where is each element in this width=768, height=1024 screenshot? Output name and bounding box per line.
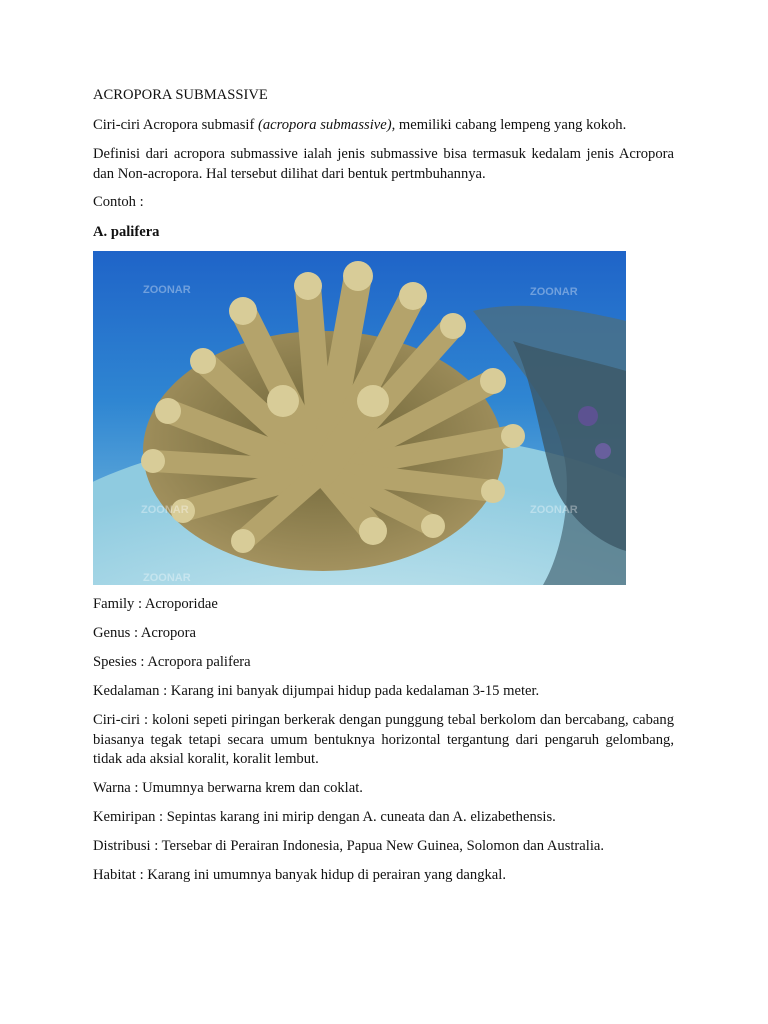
ciri-intro-paragraph xyxy=(93,116,674,136)
watermark-text: ZOONAR xyxy=(530,504,578,516)
detail-family: Family : Acroporidae xyxy=(93,596,218,612)
detail-kedalaman: Kedalaman : Karang ini banyak dijumpai hidup pada kedalaman 3-15 meter. xyxy=(93,683,540,699)
detail-genus: Genus : Acropora xyxy=(93,625,196,641)
watermark-text: ZOONAR xyxy=(143,572,191,584)
watermark-text: ZOONAR xyxy=(143,284,191,296)
detail-habitat: Habitat : Karang ini umumnya banyak hidup di perairan yang dangkal. xyxy=(93,867,506,883)
document-heading: ACROPORA SUBMASSIVE xyxy=(93,87,268,103)
watermark-text: ZOONAR xyxy=(141,504,189,516)
species-details xyxy=(93,595,674,886)
ciri-intro-prefix: Ciri-ciri Acropora submasif xyxy=(93,116,258,133)
ciri-intro-suffix: memiliki cabang lempeng yang kokoh. xyxy=(395,116,627,133)
ciri-intro-italic: (acropora submassive), xyxy=(257,116,396,133)
detail-kemiripan: Kemiripan : Sepintas karang ini mirip dengan A. cuneata dan A. elizabethensis. xyxy=(93,809,556,825)
detail-spesies: Spesies : Acropora palifera xyxy=(93,654,251,670)
detail-warna: Warna : Umumnya berwarna krem dan coklat. xyxy=(93,780,363,796)
species-heading: A. palifera xyxy=(93,223,160,240)
coral-photo-illustration xyxy=(93,251,626,585)
coral-photo xyxy=(93,251,626,585)
watermark-text: ZOONAR xyxy=(530,286,578,298)
detail-distribusi: Distribusi : Tersebar di Perairan Indonesia, Papua New Guinea, Solomon dan Australia. xyxy=(93,838,605,854)
document-body xyxy=(93,86,674,242)
definisi-paragraph: Definisi dari acropora submassive ialah jenis submassive bisa termasuk kedalam jenis Acropora dan Non-acropora. Hal tersebut dilihat dari bentuk pertmbuhannya. xyxy=(93,146,674,182)
detail-ciri-ciri: Ciri-ciri : koloni sepeti piringan berkerak dengan punggung tebal berkolom dan bercabang, cabang biasanya tegak tetapi secara umum bentuknya horizontal tergantung dari pengaruh gelombang, tidak ada aksial koralit, koralit lembut. xyxy=(93,712,674,767)
contoh-label: Contoh : xyxy=(93,194,144,210)
